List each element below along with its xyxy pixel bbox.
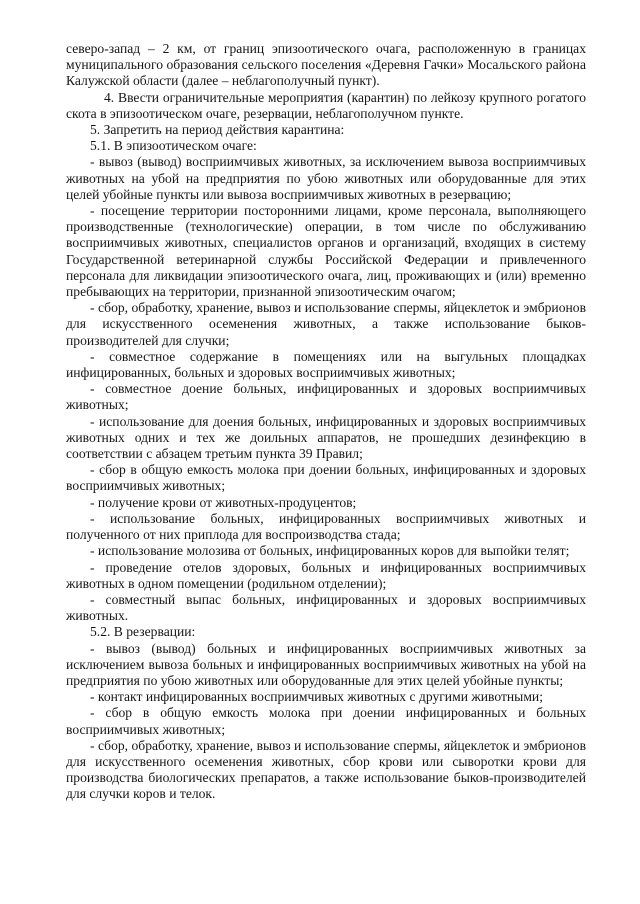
paragraph-08: - совместное содержание в помещениях или на выгульных площадках инфицированных, больных и здоровых восприимчивых животных;	[66, 348, 586, 381]
paragraph-02: 4. Ввести ограничительные мероприятия (карантин) по лейкозу крупного рогатого скота в эпизоотическом очаге, резервации, неблагополучном пункте.	[66, 89, 586, 121]
paragraph-19: - контакт инфицированных восприимчивых животных с другими животными;	[90, 689, 543, 705]
paragraph-21: - сбор, обработку, хранение, вывоз и использование спермы, яйцеклеток и эмбрионов для искусственного осеменения животных, сбор крови или сыворотки крови для производства биологических препаратов, а также использование быков-производителей для случки коров и телок.	[66, 737, 586, 802]
paragraph-17: 5.2. В резервации:	[90, 624, 196, 640]
paragraph-18: - вывоз (вывод) больных и инфицированных восприимчивых животных за исключением вывоза больных и инфицированных восприимчивых животных на убой на предприятия по убою животных или оборудованные для этих целей убойные пункты;	[66, 640, 586, 688]
paragraph-15: - проведение отелов здоровых, больных и инфицированных восприимчивых животных в одном помещении (родильном отделении);	[66, 559, 586, 591]
paragraph-07: - сбор, обработку, хранение, вывоз и использование спермы, яйцеклеток и эмбрионов для искусственного осеменения животных, а также использование быков-производителей для случки;	[66, 300, 586, 348]
paragraph-04: 5.1. В эпизоотическом очаге:	[90, 138, 257, 154]
document-page	[66, 41, 586, 803]
paragraph-13: - использование больных, инфицированных восприимчивых животных и полученного от них приплода для воспроизводства стада;	[66, 510, 586, 543]
paragraph-12: - получение крови от животных-продуцентов;	[90, 494, 357, 510]
paragraph-06: - посещение территории посторонними лицами, кроме персонала, выполняющего производственные (технологические) операции, в том числе по обслуживанию восприимчивых животных, специалистов органов и организаций, входящих в систему Государственной ветеринарной службы Российской Федерации и привлеченного персонала для ликвидации эпизоотического очага, лиц, проживающих и (или) временно пребывающих на территории, признанной эпизоотическим очагом;	[66, 203, 586, 300]
paragraph-11: - сбор в общую емкость молока при доении больных, инфицированных и здоровых восприимчивых животных;	[66, 462, 586, 494]
paragraph-09: - совместное доение больных, инфицированных и здоровых восприимчивых животных;	[66, 381, 586, 413]
paragraph-01: северо-запад – 2 км, от границ эпизоотического очага, расположенную в границах муниципального образования сельского поселения «Деревня Гачки» Мосальского района Калужской области (далее – неблагополучный пункт).	[66, 41, 586, 89]
paragraph-05: - вывоз (вывод) восприимчивых животных, за исключением вывоза восприимчивых животных на убой на предприятия по убою животных или оборудованные для этих целей убойные пункты или вывоза восприимчивых животных в резервацию;	[66, 154, 586, 202]
paragraph-10: - использование для доения больных, инфицированных и здоровых восприимчивых животных одних и тех же доильных аппаратов, не прошедших дезинфекцию в соответствии с абзацем третьим пункта 39 Правил;	[66, 413, 586, 462]
paragraph-14: - использование молозива от больных, инфицированных коров для выпойки телят;	[90, 543, 570, 559]
paragraph-20: - сбор в общую емкость молока при доении инфицированных и больных восприимчивых животных;	[66, 705, 586, 737]
paragraph-16: - совместный выпас больных, инфицированных и здоровых восприимчивых животных.	[66, 591, 586, 624]
paragraph-03: 5. Запретить на период действия карантина:	[90, 122, 345, 138]
